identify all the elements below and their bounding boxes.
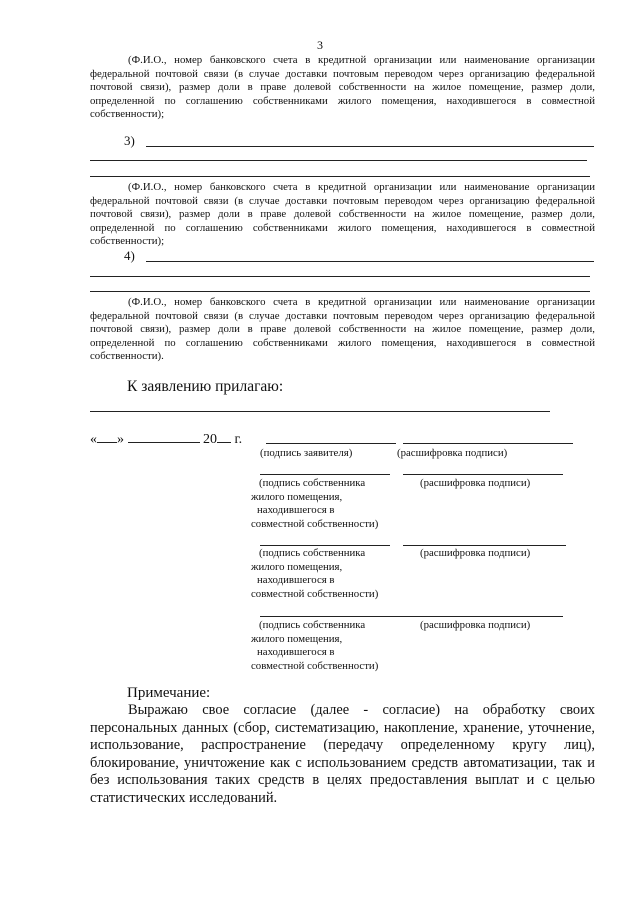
attachments-line xyxy=(90,411,550,412)
applicant-signature-line xyxy=(266,443,396,444)
recipient-note-3: (Ф.И.О., номер банковского счета в кредитной организации или наименование организации федеральной почтовой связи (в случае доставки почтовым переводом через организацию федеральной почтовой связи), размер доли в праве долевой собственности на жилое помещение, размер доли, определенной по соглашению собственниками жилого помещения, находившегося в совместной собственности). xyxy=(90,296,595,363)
fill-line xyxy=(90,160,587,161)
applicant-decode-line xyxy=(403,443,573,444)
consent-text: Выражаю свое согласие (далее - согласие) на обработку своих персональных данных (сбор, систематизацию, накопление, хранение, уточнение, использование, распространение (передачу определенному кругу лиц), блокирование, уничтожение как с использованием средств автоматизации, так и без использования таких средств в целях предоставления выплат и с целью статистических исследований. xyxy=(90,702,595,806)
owner-decode-label: (расшифровка подписи) xyxy=(420,477,531,489)
owner-signature-line xyxy=(260,545,390,546)
note-title: Примечание: xyxy=(127,685,211,701)
item-3-label: 3) xyxy=(124,133,135,148)
owner-decode-label: (расшифровка подписи) xyxy=(420,619,531,631)
year-prefix: 20 xyxy=(203,432,217,447)
fill-line xyxy=(90,176,590,177)
item-4-label: 4) xyxy=(124,248,135,263)
applicant-decode-label: (расшифровка подписи) xyxy=(397,447,508,459)
date-row xyxy=(90,429,242,448)
fill-line xyxy=(90,291,590,292)
page-number: 3 xyxy=(317,38,323,52)
item-4-fill-line xyxy=(146,261,594,262)
owner-signature-label: (подпись собственника жилого помещения, находившегося в совместной собственности) xyxy=(251,547,379,600)
date-close-quote: » xyxy=(117,432,124,447)
owner-decode-line xyxy=(403,545,566,546)
owner-decode-label: (расшифровка подписи) xyxy=(420,547,531,559)
date-open-quote: « xyxy=(90,432,97,447)
recipient-note-1: (Ф.И.О., номер банковского счета в кредитной организации или наименование организации федеральной почтовой связи (в случае доставки почтовым переводом через организацию федеральной почтовой связи), размер доли в праве долевой собственности на жилое помещение, размер доли, определенной по соглашению собственниками жилого помещения, находившегося в совместной собственности); xyxy=(90,54,595,121)
fill-line xyxy=(90,276,590,277)
owner-signature-line xyxy=(260,616,563,617)
owner-signature-label: (подпись собственника жилого помещения, находившегося в совместной собственности) xyxy=(251,619,379,672)
owner-signature-line xyxy=(260,474,390,475)
month-blank xyxy=(128,429,200,443)
applicant-signature-label: (подпись заявителя) xyxy=(260,447,353,459)
owner-decode-line xyxy=(403,474,563,475)
year-suffix: г. xyxy=(234,432,243,447)
owner-signature-label: (подпись собственника жилого помещения, находившегося в совместной собственности) xyxy=(251,477,379,530)
item-3-row xyxy=(124,133,594,151)
item-4-row xyxy=(124,248,594,266)
day-blank xyxy=(97,429,117,443)
year-blank xyxy=(217,429,231,443)
item-3-fill-line xyxy=(146,146,594,147)
attachments-title: К заявлению прилагаю: xyxy=(127,378,284,395)
recipient-note-2: (Ф.И.О., номер банковского счета в кредитной организации или наименование организации федеральной почтовой связи (в случае доставки почтовым переводом через организацию федеральной почтовой связи), размер доли в праве долевой собственности на жилое помещение, размер доли, определенной по соглашению собственниками жилого помещения, находившегося в совместной собственности); xyxy=(90,181,595,248)
